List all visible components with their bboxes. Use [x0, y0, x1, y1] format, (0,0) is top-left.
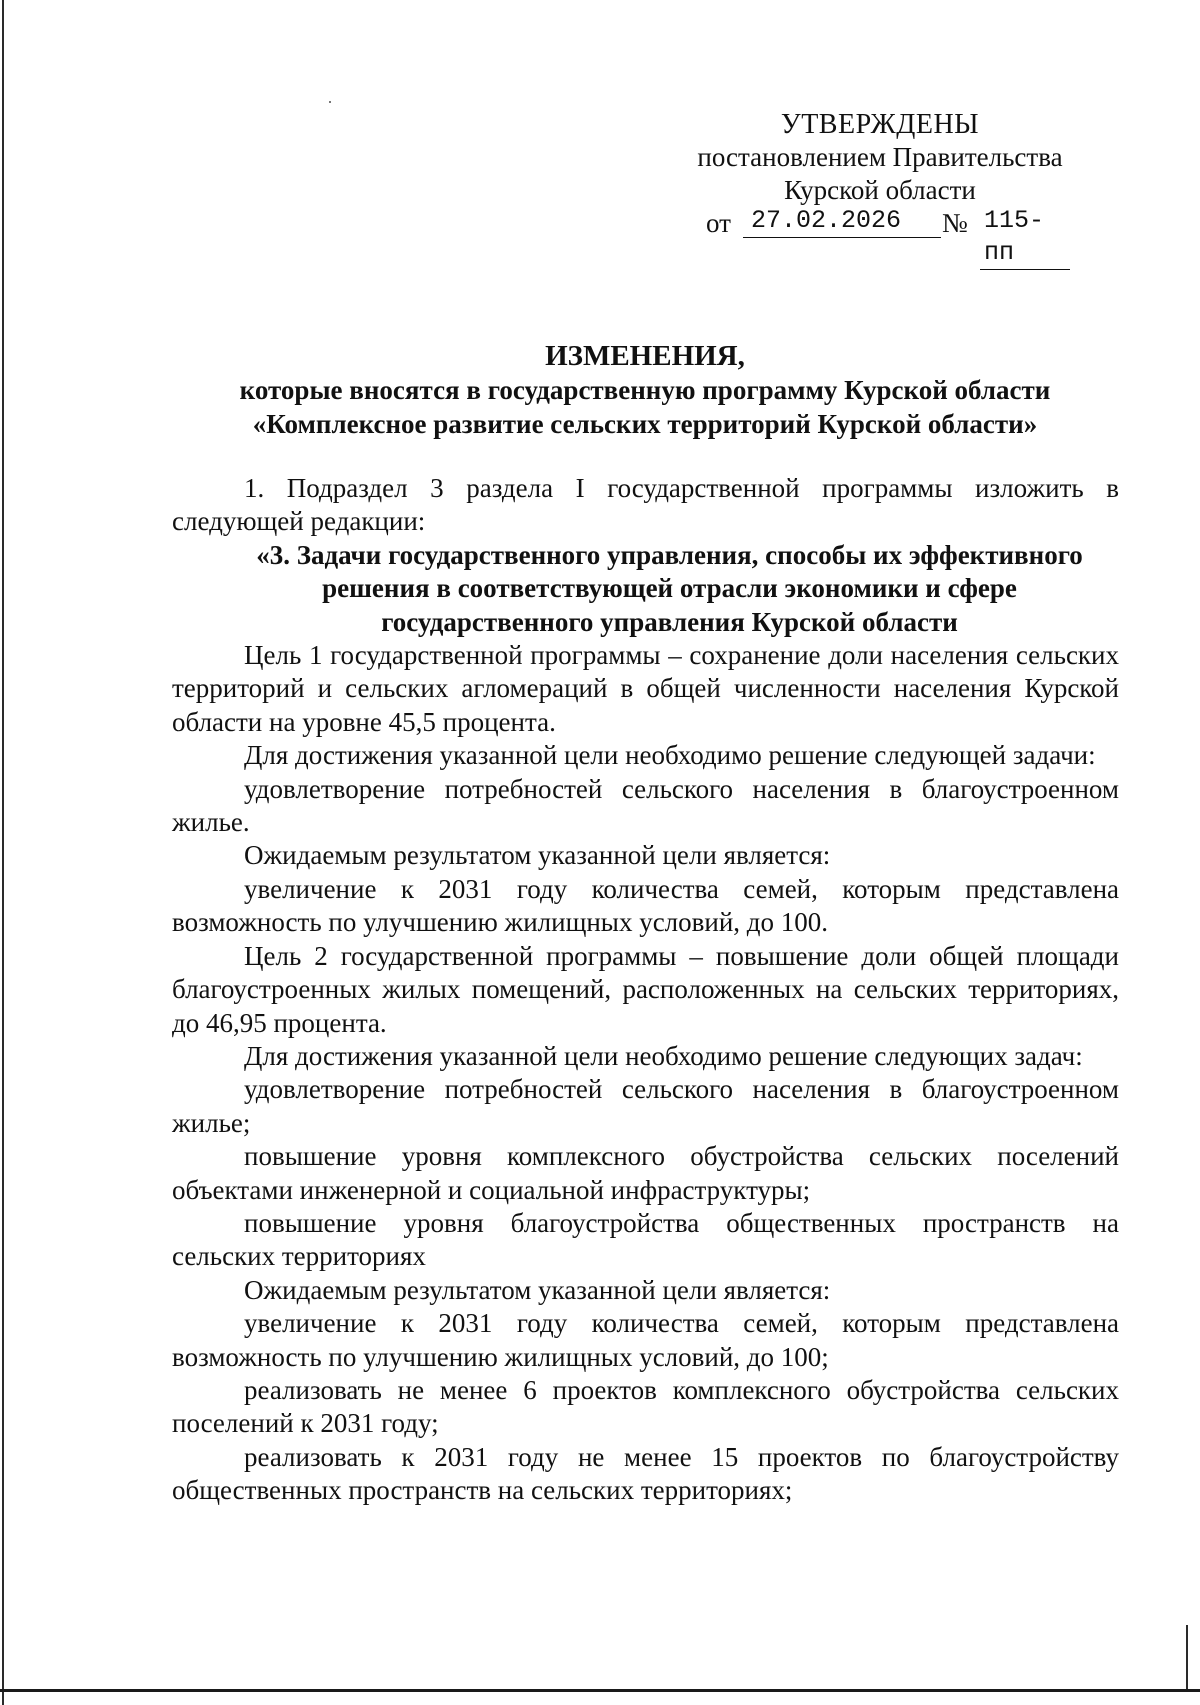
document-subtitle-1: которые вносятся в государственную программу Курской области	[239, 375, 1051, 405]
approval-line-1: постановлением Правительства	[697, 142, 1063, 172]
paragraph-goal-2-task-3: повышение уровня благоустройства общественных пространств на сельских территориях	[172, 1207, 1119, 1272]
approval-stamp	[680, 108, 1080, 267]
document-title: ИЗМЕНЕНИЯ,	[545, 340, 745, 372]
paragraph-goal-2: Цель 2 государственной программы – повышение доли общей площади благоустроенных жилых помещений, расположенных на сельских территориях, до 46,95 процента.	[172, 940, 1119, 1038]
page-bottom-edge	[0, 1689, 1200, 1692]
paragraph-goal-2-expected: Ожидаемым результатом указанной цели является:	[244, 1274, 831, 1305]
paragraph-goal-1: Цель 1 государственной программы – сохранение доли населения сельских территорий и сельских агломераций в общей численности населения Курской области на уровне 45,5 процента.	[172, 640, 1119, 737]
document-body	[172, 472, 1119, 1508]
paragraph-goal-2-result-3: реализовать к 2031 году не менее 15 проектов по благоустройству общественных пространств на сельских территориях;	[172, 1441, 1119, 1506]
paragraph-goal-1-expected: Ожидаемым результатом указанной цели является:	[244, 840, 831, 871]
section-heading: «3. Задачи государственного управления, способы их эффективного решения в соответствующей отрасли экономики и сфере государственного управления Курской области	[256, 539, 1083, 637]
paragraph-goal-1-need: Для достижения указанной цели необходимо решение следующей задачи:	[244, 740, 1096, 771]
approval-date: 27.02.2026	[743, 205, 941, 238]
paragraph-goal-1-result: увеличение к 2031 году количества семей, которым представлена возможность по улучшению жилищных условий, до 100.	[172, 873, 1119, 938]
scan-speck	[329, 101, 331, 103]
number-sign: №	[942, 208, 968, 238]
page-right-mark	[1186, 1625, 1188, 1691]
paragraph-goal-1-task: удовлетворение потребностей сельского населения в благоустроенном жилье.	[172, 773, 1119, 838]
paragraph-goal-2-need: Для достижения указанной цели необходимо решение следующих задач:	[244, 1040, 1083, 1071]
document-subtitle-2: «Комплексное развитие сельских территорий Курской области»	[252, 409, 1038, 439]
page-left-edge	[2, 0, 4, 1705]
approval-line-2: Курской области	[784, 175, 976, 205]
paragraph-goal-2-result-2: реализовать не менее 6 проектов комплексного обустройства сельских поселений к 2031 году;	[172, 1374, 1119, 1439]
paragraph-goal-2-task-1: удовлетворение потребностей сельского населения в благоустроенном жилье;	[172, 1074, 1119, 1138]
approval-date-line	[680, 206, 1080, 267]
approval-number: 115-пп	[980, 205, 1070, 270]
approved-label: УТВЕРЖДЕНЫ	[780, 109, 980, 140]
paragraph-goal-2-result-1: увеличение к 2031 году количества семей, которым представлена возможность по улучшению жилищных условий, до 100;	[172, 1308, 1119, 1372]
paragraph-goal-2-task-2: повышение уровня комплексного обустройства сельских поселений объектами инженерной и социальной инфраструктуры;	[172, 1141, 1119, 1205]
date-prefix: от	[706, 208, 731, 238]
paragraph-item-1: 1. Подраздел 3 раздела I государственной программы изложить в следующей редакции:	[172, 473, 1119, 537]
